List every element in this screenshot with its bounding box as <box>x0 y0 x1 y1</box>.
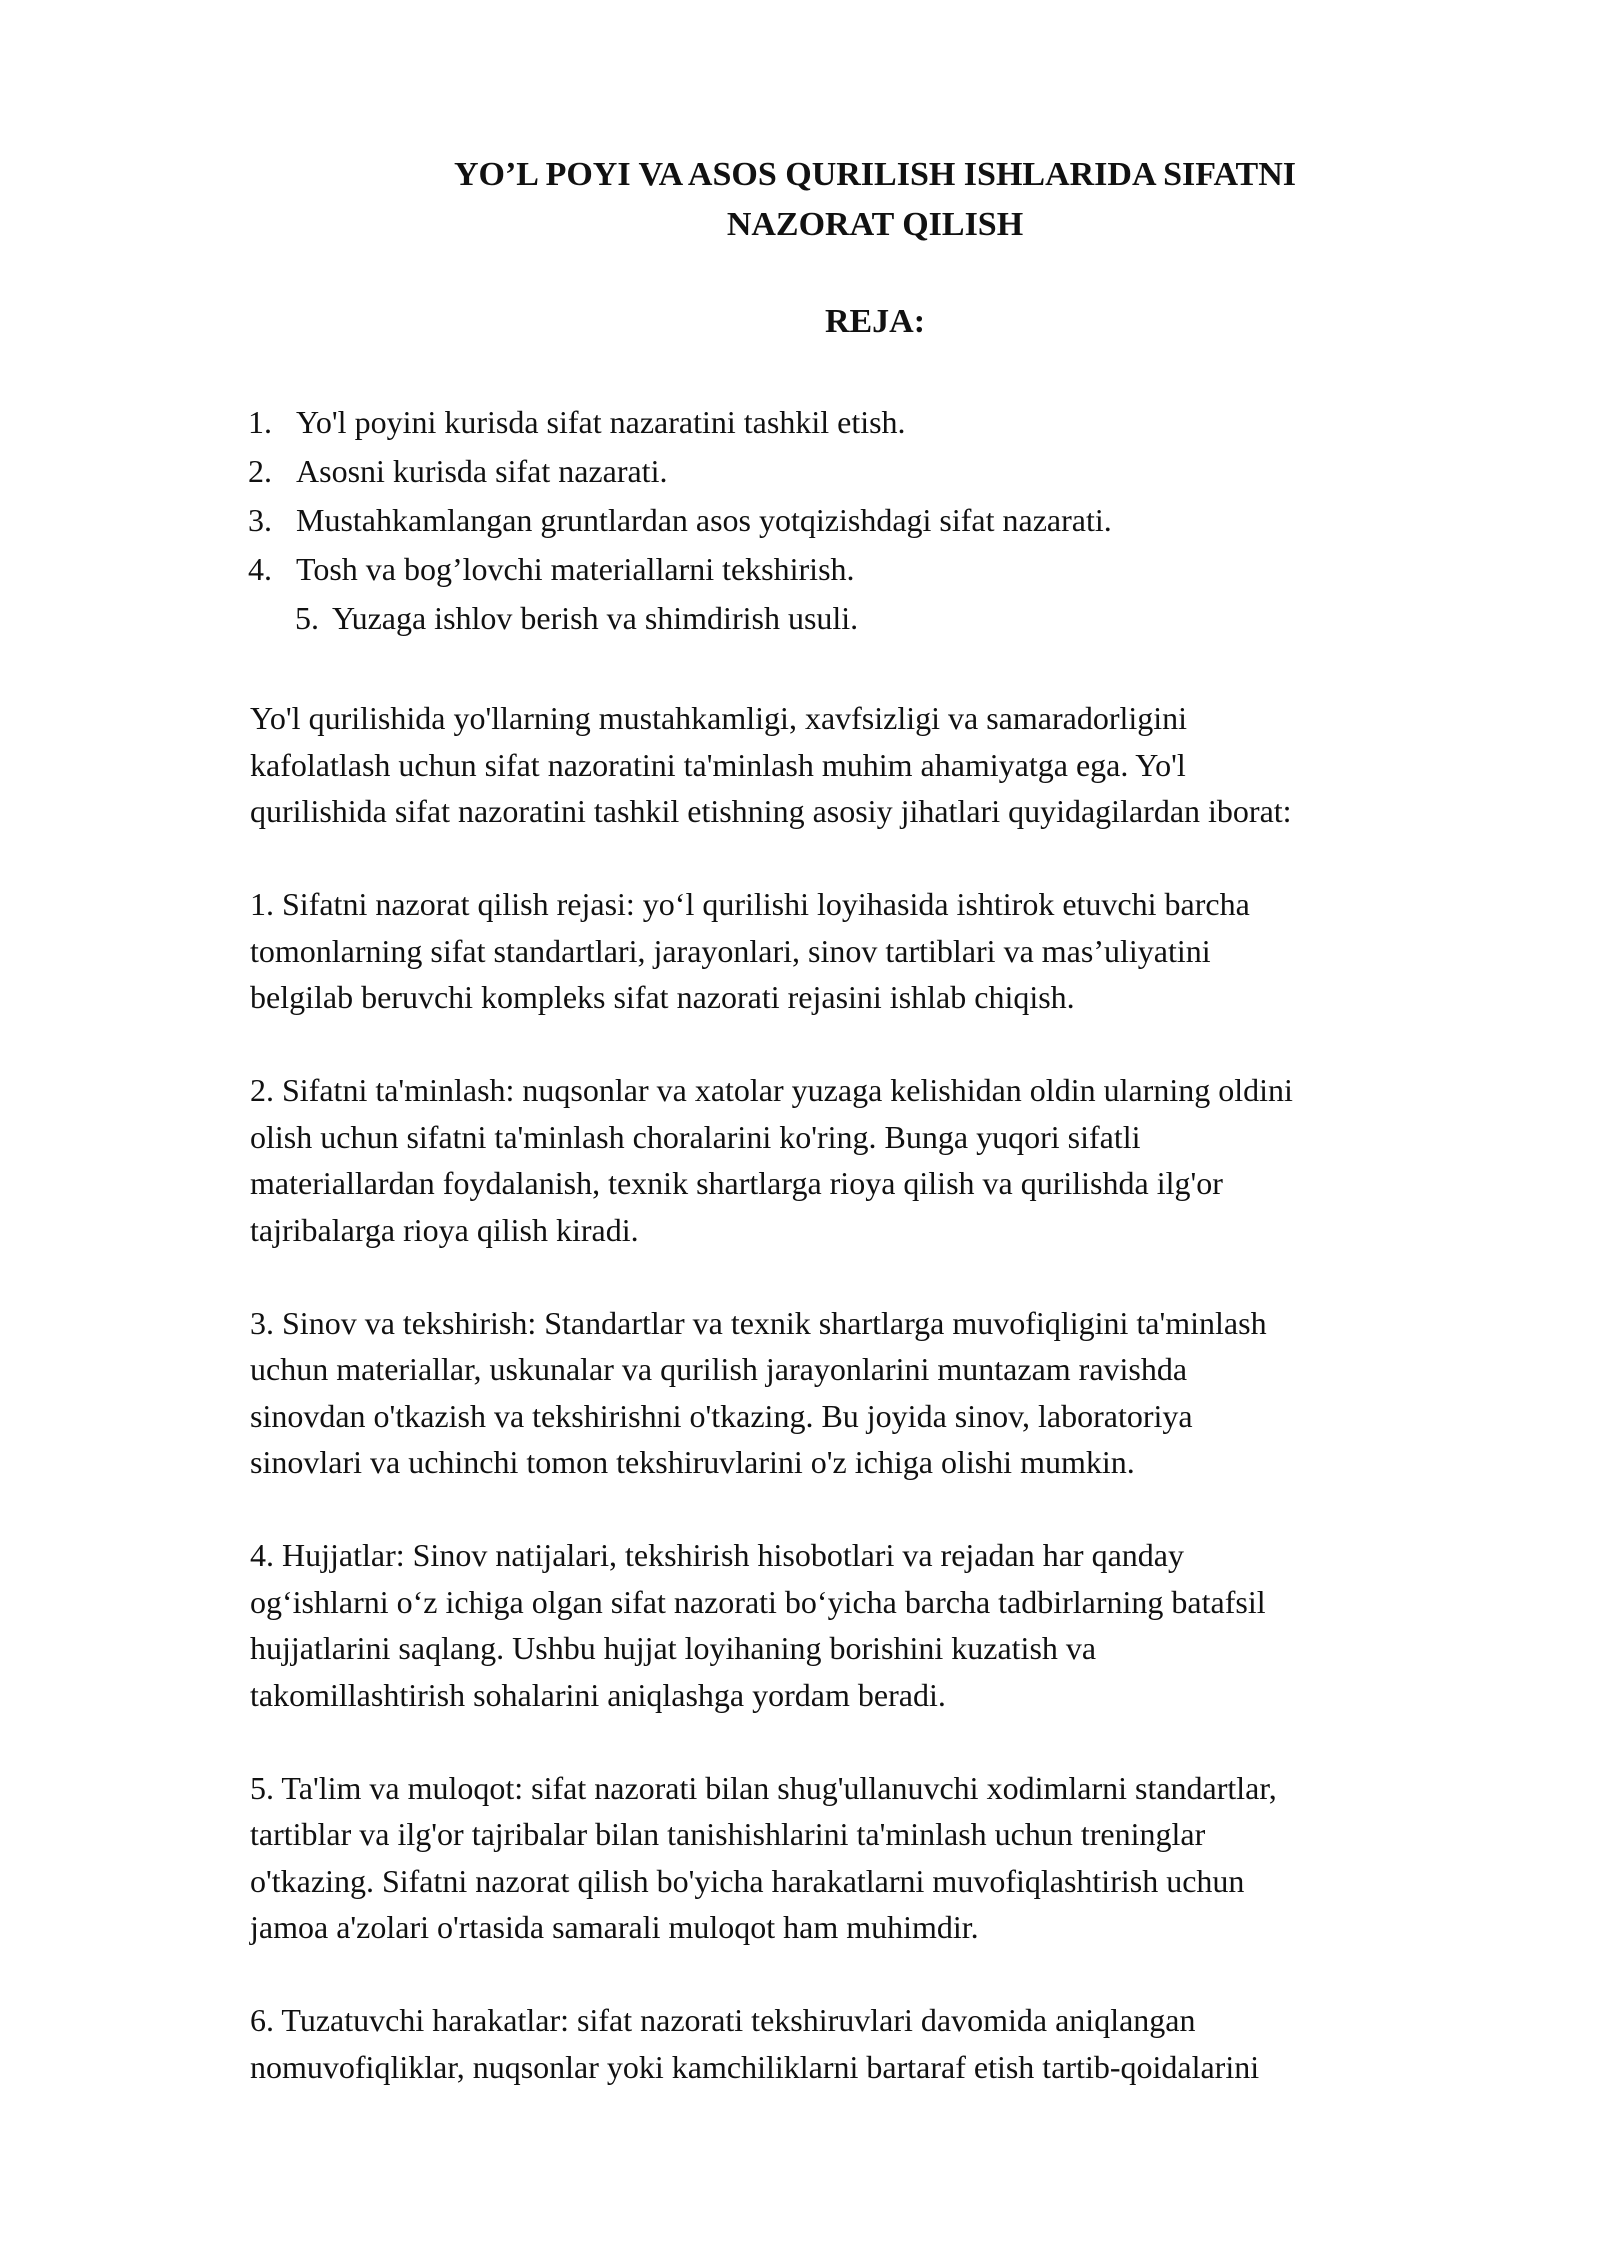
text-line: sinovlari va uchinchi tomon tekshiruvlarini o'z ichiga olishi mumkin. <box>250 1444 1135 1480</box>
text-line: sinovdan o'tkazish va tekshirishni o'tkazing. Bu joyida sinov, laboratoriya <box>250 1397 1193 1434</box>
paragraph-documentation <box>250 1532 1500 1718</box>
text-line: 5. Ta'lim va muloqot: sifat nazorati bilan shug'ullanuvchi xodimlarni standartlar, <box>250 1769 1277 1806</box>
intro-paragraph <box>250 695 1500 835</box>
plan-item-number: 3. <box>248 502 272 538</box>
text-line: nomuvofiqliklar, nuqsonlar yoki kamchiliklarni bartaraf etish tartib-qoidalarini <box>250 2048 1260 2085</box>
paragraph-quality-assurance <box>250 1067 1500 1253</box>
text-line: qurilishida sifat nazoratini tashkil etishning asosiy jihatlari quyidagilardan iborat: <box>250 793 1292 829</box>
text-line: o'tkazing. Sifatni nazorat qilish bo'yicha harakatlarni muvofiqlashtirish uchun <box>250 1862 1245 1899</box>
paragraph-corrective-actions <box>250 1997 1500 2090</box>
plan-list <box>248 398 1112 643</box>
plan-item-text: Asosni kurisda sifat nazarati. <box>296 453 668 489</box>
text-line: tajribalarga rioya qilish kiradi. <box>250 1211 639 1248</box>
plan-item-number: 5. <box>295 600 319 636</box>
plan-item <box>248 545 1112 594</box>
document-title-line-1: YO’L POYI VA ASOS QURILISH ISHLARIDA SIFATNI <box>453 156 1297 193</box>
text-line: hujjatlarini saqlang. Ushbu hujjat loyihaning borishini kuzatish va <box>250 1630 1097 1666</box>
plan-item-text: Mustahkamlangan gruntlardan asos yotqizishdagi sifat nazarati. <box>296 502 1112 538</box>
text-line: tomonlarning sifat standartlari, jarayonlari, sinov tartiblari va mas’uliyatini <box>250 932 1211 969</box>
text-line: 3. Sinov va tekshirish: Standartlar va texnik shartlarga muvofiqligini ta'minlash <box>250 1304 1267 1341</box>
document-title-line-2: NAZORAT QILISH <box>726 206 1024 243</box>
text-line: og‘ishlarni o‘z ichiga olgan sifat nazorati bo‘yicha barcha tadbirlarning batafsil <box>250 1583 1266 1620</box>
text-line: uchun materiallar, uskunalar va qurilish jarayonlarini muntazam ravishda <box>250 1351 1188 1387</box>
text-line: 2. Sifatni ta'minlash: nuqsonlar va xatolar yuzaga kelishidan oldin ularning oldini <box>250 1072 1293 1108</box>
plan-item-number: 2. <box>248 453 272 489</box>
text-line: belgilab beruvchi kompleks sifat nazorati rejasini ishlab chiqish. <box>250 979 1075 1015</box>
text-line: jamoa a'zolari o'rtasida samarali muloqot ham muhimdir. <box>250 1909 979 1945</box>
text-line: 6. Tuzatuvchi harakatlar: sifat nazorati tekshiruvlari davomida aniqlangan <box>250 2002 1196 2038</box>
text-line: 1. Sifatni nazorat qilish rejasi: yo‘l qurilishi loyihasida ishtirok etuvchi barcha <box>250 886 1250 922</box>
plan-item <box>248 594 1112 643</box>
paragraph-training <box>250 1765 1500 1951</box>
paragraph-testing <box>250 1300 1500 1486</box>
plan-heading: REJA: <box>824 303 926 340</box>
text-line: tartiblar va ilg'or tajribalar bilan tanishishlarini ta'minlash uchun treninglar <box>250 1816 1206 1852</box>
text-line: 4. Hujjatlar: Sinov natijalari, tekshirish hisobotlari va rejadan har qanday <box>250 1537 1184 1573</box>
plan-item-text: Yo'l poyini kurisda sifat nazaratini tashkil etish. <box>296 404 906 440</box>
plan-item <box>248 398 1112 447</box>
text-line: olish uchun sifatni ta'minlash choralarini ko'ring. Bunga yuqori sifatli <box>250 1118 1141 1155</box>
plan-item-text: Tosh va bog’lovchi materiallarni tekshirish. <box>296 551 855 587</box>
paragraph-quality-plan <box>250 881 1500 1021</box>
plan-item-number: 1. <box>248 404 272 440</box>
plan-item-number: 4. <box>248 551 272 587</box>
plan-item-text: Yuzaga ishlov berish va shimdirish usuli. <box>332 600 859 636</box>
text-line: takomillashtirish sohalarini aniqlashga yordam beradi. <box>250 1676 946 1713</box>
text-line: materiallardan foydalanish, texnik shartlarga rioya qilish va qurilishda ilg'or <box>250 1165 1223 1201</box>
text-line: kafolatlash uchun sifat nazoratini ta'minlash muhim ahamiyatga ega. Yo'l <box>250 746 1186 783</box>
document-body <box>250 695 1500 2137</box>
plan-item <box>248 447 1112 496</box>
text-line: Yo'l qurilishida yo'llarning mustahkamligi, xavfsizligi va samaradorligini <box>250 700 1188 736</box>
plan-item <box>248 496 1112 545</box>
